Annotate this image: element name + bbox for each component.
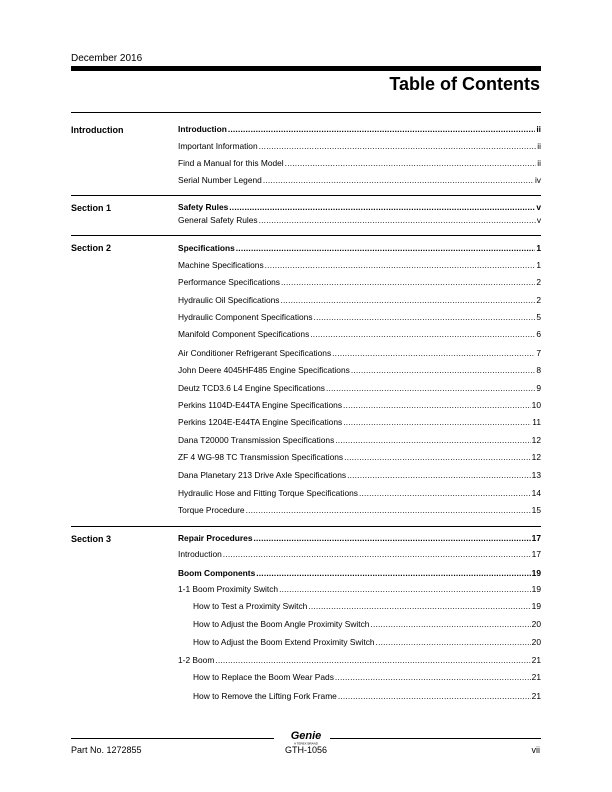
toc-entry-page: 1 xyxy=(536,243,541,253)
dot-leader xyxy=(265,259,536,271)
footer-doc-code: GTH-1056 xyxy=(284,745,328,755)
footer-rule-left xyxy=(71,738,274,739)
section-divider xyxy=(71,195,541,196)
toc-entry-page: iv xyxy=(534,175,541,185)
dot-leader xyxy=(335,434,530,446)
dot-leader xyxy=(285,157,537,169)
toc-entry-title: Introduction xyxy=(178,124,227,134)
dot-leader xyxy=(215,654,530,666)
dot-leader xyxy=(263,174,534,186)
dot-leader xyxy=(229,201,535,213)
toc-entry[interactable] xyxy=(178,201,541,213)
toc-entry-title: Air Conditioner Refrigerant Specifications xyxy=(178,348,332,358)
toc-entry-page: 17 xyxy=(531,549,541,559)
section-divider xyxy=(71,526,541,527)
dot-leader xyxy=(326,382,535,394)
toc-entry-title: General Safety Rules xyxy=(178,215,258,225)
dot-leader xyxy=(338,690,531,702)
toc-entry-page: 20 xyxy=(531,619,541,629)
dot-leader xyxy=(314,311,536,323)
toc-entry[interactable] xyxy=(193,690,541,702)
toc-entry-title: How to Adjust the Boom Extend Proximity Switch xyxy=(193,637,375,647)
section-label: Section 1 xyxy=(71,203,112,213)
toc-entry-title: How to Remove the Lifting Fork Frame xyxy=(193,691,337,701)
dot-leader xyxy=(280,294,535,306)
page-title: Table of Contents xyxy=(389,74,540,94)
toc-entry-page: 2 xyxy=(536,295,541,305)
toc-entry-page: 6 xyxy=(536,329,541,339)
toc-entry[interactable] xyxy=(178,434,541,446)
toc-entry[interactable] xyxy=(178,347,541,359)
dot-leader xyxy=(223,548,531,560)
dot-leader xyxy=(259,214,536,226)
toc-entry[interactable] xyxy=(178,532,541,544)
toc-entry[interactable] xyxy=(178,294,541,306)
toc-entry-page: 5 xyxy=(536,312,541,322)
toc-entry-page: v xyxy=(536,215,541,225)
toc-entry[interactable] xyxy=(178,157,541,169)
toc-entry[interactable] xyxy=(178,469,541,481)
toc-entry[interactable] xyxy=(178,174,541,186)
toc-entry-title: Specifications xyxy=(178,243,235,253)
toc-entry-title: Serial Number Legend xyxy=(178,175,262,185)
toc-entry[interactable] xyxy=(178,583,541,595)
toc-entry[interactable] xyxy=(178,242,541,254)
toc-entry[interactable] xyxy=(193,618,541,630)
section-label: Introduction xyxy=(71,125,124,135)
toc-entry-page: ii xyxy=(537,158,541,168)
header-rule xyxy=(71,66,541,71)
toc-entry-page: 12 xyxy=(531,435,541,445)
toc-entry[interactable] xyxy=(193,636,541,648)
toc-entry[interactable] xyxy=(178,382,541,394)
footer-page-number: vii xyxy=(531,745,540,755)
dot-leader xyxy=(259,140,537,152)
toc-entry-page: 10 xyxy=(531,400,541,410)
header-date: December 2016 xyxy=(71,53,143,64)
toc-entry[interactable] xyxy=(178,654,541,666)
toc-entry[interactable] xyxy=(178,504,541,516)
toc-entry[interactable] xyxy=(178,399,541,411)
dot-leader xyxy=(335,671,531,683)
toc-entry-title: Perkins 1104D-E44TA Engine Specifications xyxy=(178,400,343,410)
toc-entry-title: Safety Rules xyxy=(178,202,229,212)
toc-entry-page: 11 xyxy=(532,417,541,427)
toc-entry-title: How to Replace the Boom Wear Pads xyxy=(193,672,334,682)
toc-entry-page: ii xyxy=(536,124,541,134)
toc-entry-page: 19 xyxy=(531,568,541,578)
dot-leader xyxy=(279,583,531,595)
toc-entry-page: 8 xyxy=(536,365,541,375)
dot-leader xyxy=(310,328,535,340)
toc-entry-title: Dana Planetary 213 Drive Axle Specifications xyxy=(178,470,347,480)
toc-entry[interactable] xyxy=(178,548,541,560)
toc-entry[interactable] xyxy=(178,276,541,288)
toc-entry-title: ZF 4 WG-98 TC Transmission Specifications xyxy=(178,452,344,462)
toc-entry-title: Find a Manual for this Model xyxy=(178,158,284,168)
dot-leader xyxy=(308,600,530,612)
genie-logo xyxy=(283,728,329,746)
toc-entry-title: How to Adjust the Boom Angle Proximity Switch xyxy=(193,619,370,629)
toc-entry-title: Torque Procedure xyxy=(178,505,245,515)
section-divider xyxy=(71,235,541,236)
dot-leader xyxy=(332,347,535,359)
toc-entry[interactable] xyxy=(178,328,541,340)
toc-entry-page: 13 xyxy=(531,470,541,480)
dot-leader xyxy=(246,504,531,516)
dot-leader xyxy=(359,487,531,499)
toc-entry-title: How to Test a Proximity Switch xyxy=(193,601,308,611)
toc-entry-title: Dana T20000 Transmission Specifications xyxy=(178,435,335,445)
dot-leader xyxy=(344,451,531,463)
logo-tagline: A TEREX BRAND xyxy=(294,741,318,746)
toc-entry-page: 1 xyxy=(536,260,541,270)
toc-entry-title: 1-2 Boom xyxy=(178,655,215,665)
section-label: Section 3 xyxy=(71,534,112,544)
toc-entry[interactable] xyxy=(178,259,541,271)
toc-entry-title: Machine Specifications xyxy=(178,260,264,270)
dot-leader xyxy=(236,242,536,254)
toc-entry-title: Repair Procedures xyxy=(178,533,253,543)
toc-entry[interactable] xyxy=(178,567,541,579)
toc-entry-title: Hydraulic Component Specifications xyxy=(178,312,313,322)
toc-entry-title: Hydraulic Hose and Fitting Torque Specifications xyxy=(178,488,358,498)
toc-entry-page: 17 xyxy=(531,533,541,543)
toc-entry-page: 21 xyxy=(531,691,541,701)
dot-leader xyxy=(281,276,535,288)
toc-entry-page: 21 xyxy=(531,672,541,682)
footer-rule-right xyxy=(330,738,541,739)
toc-entry-title: John Deere 4045HF485 Engine Specifications xyxy=(178,365,350,375)
toc-entry-page: 21 xyxy=(531,655,541,665)
toc-entry[interactable] xyxy=(178,487,541,499)
toc-entry-title: Important Information xyxy=(178,141,258,151)
toc-entry-title: Perkins 1204E-E44TA Engine Specifications xyxy=(178,417,343,427)
toc-entry-title: Hydraulic Oil Specifications xyxy=(178,295,280,305)
dot-leader xyxy=(343,399,531,411)
toc-entry-title: Boom Components xyxy=(178,568,256,578)
toc-entry[interactable] xyxy=(193,671,541,683)
toc-entry-page: 2 xyxy=(536,277,541,287)
dot-leader xyxy=(351,364,536,376)
toc-entry[interactable] xyxy=(178,214,541,226)
toc-entry-page: 19 xyxy=(531,584,541,594)
toc-entry-page: 15 xyxy=(531,505,541,515)
toc-entry-page: 19 xyxy=(531,601,541,611)
toc-entry-title: Deutz TCD3.6 L4 Engine Specifications xyxy=(178,383,325,393)
toc-entry-title: 1-1 Boom Proximity Switch xyxy=(178,584,279,594)
dot-leader xyxy=(256,567,530,579)
toc-entry[interactable] xyxy=(178,140,541,152)
dot-leader xyxy=(343,416,531,428)
toc-entry[interactable] xyxy=(178,451,541,463)
toc-entry-title: Manifold Component Specifications xyxy=(178,329,310,339)
footer-part-number: Part No. 1272855 xyxy=(71,745,142,755)
toc-entry[interactable] xyxy=(178,311,541,323)
dot-leader xyxy=(228,123,536,135)
dot-leader xyxy=(376,636,531,648)
toc-entry-title: Performance Specifications xyxy=(178,277,280,287)
title-rule xyxy=(71,112,541,113)
toc-entry-page: v xyxy=(536,202,541,212)
logo-wordmark: Genie xyxy=(290,730,322,742)
toc-entry-page: 7 xyxy=(536,348,541,358)
toc-entry-page: ii xyxy=(537,141,541,151)
dot-leader xyxy=(347,469,531,481)
toc-entry[interactable] xyxy=(193,600,541,612)
toc-entry-page: 9 xyxy=(536,383,541,393)
section-label: Section 2 xyxy=(71,243,112,253)
dot-leader xyxy=(370,618,530,630)
toc-entry[interactable] xyxy=(178,416,541,428)
toc-entry-page: 14 xyxy=(531,488,541,498)
toc-entry[interactable] xyxy=(178,123,541,135)
dot-leader xyxy=(253,532,530,544)
toc-entry[interactable] xyxy=(178,364,541,376)
toc-entry-title: Introduction xyxy=(178,549,222,559)
toc-entry-page: 20 xyxy=(531,637,541,647)
toc-entry-page: 12 xyxy=(531,452,541,462)
